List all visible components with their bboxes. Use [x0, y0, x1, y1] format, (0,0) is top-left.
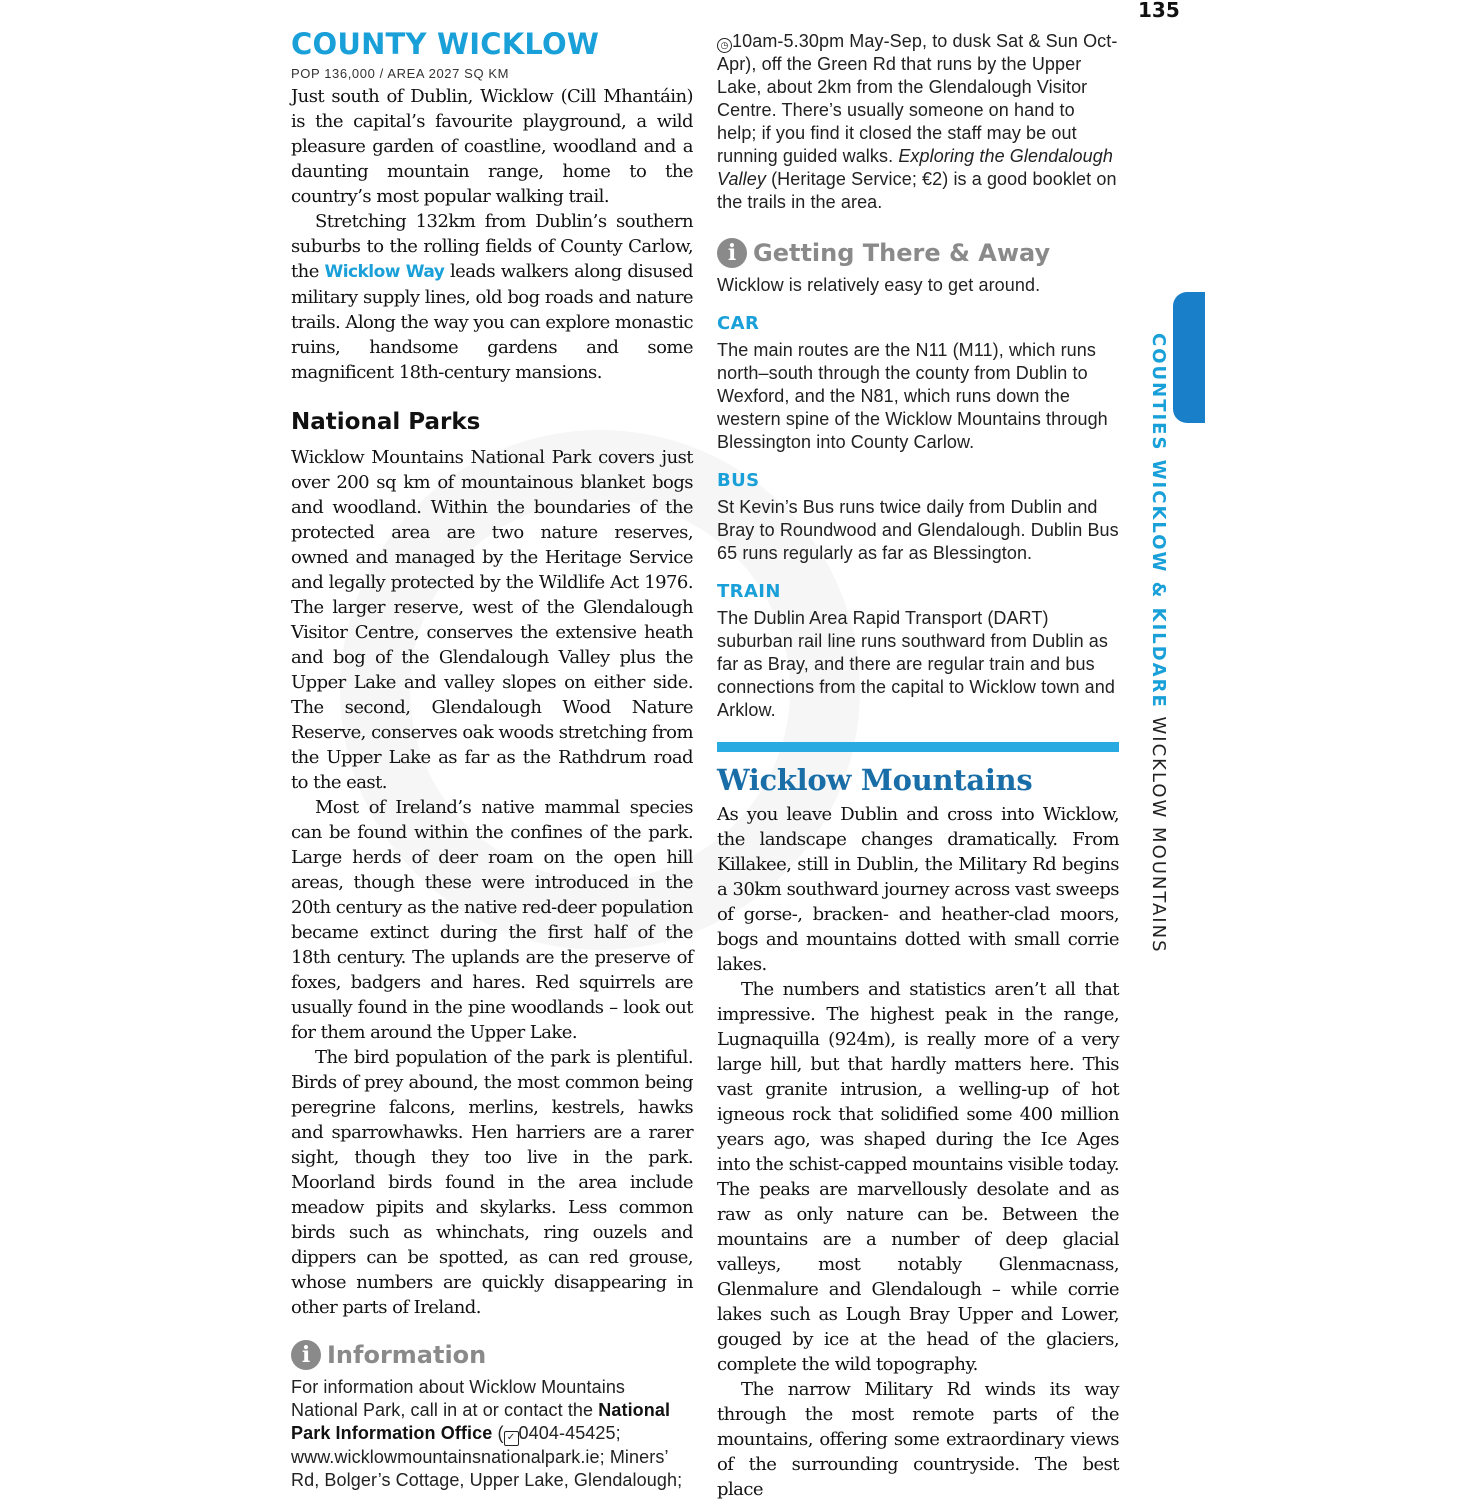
- intro-text-2: leads walkers along disused military supply lines, old bog roads and nature trails. Along the way you can explore monastic ruins, handsome gardens and some magnificent 18th-century mansions.: [291, 261, 694, 383]
- parks-paragraph-2: Most of Ireland’s native mammal species can be found within the confines of the park. Large herds of deer roam on the open hill areas, though these were introduced in the 20th century as the native red-deer population became extinct during the first half of the 18th century. The uplands are the preserve of foxes, badgers and hares. Red squirrels are usually found in the pine woodlands – look out for them around the Upper Lake.: [291, 797, 693, 1043]
- national-parks-heading: National Parks: [291, 409, 481, 435]
- information-text-continued: [717, 30, 1119, 214]
- info-contact: 0404-45425; www.wicklowmountainsnationalpark.ie; Miners’ Rd, Bolger’s Cottage, Upper Lake, Glendalough;: [291, 1423, 683, 1490]
- page-number: 135: [1138, 0, 1180, 22]
- info-icon: i: [291, 1340, 321, 1370]
- car-text: The main routes are the N11 (M11), which runs north–south through the county from Dublin to Wexford, and the N81, which runs down the western spine of the Wicklow Mountains through Blessington into County Carlow.: [717, 340, 1108, 452]
- bus-heading: BUS: [717, 470, 760, 491]
- right-column: [717, 30, 1119, 1502]
- car-heading: CAR: [717, 313, 760, 334]
- left-column: [291, 22, 693, 1492]
- phone-icon: ✓: [504, 1431, 519, 1446]
- information-text: [291, 1376, 693, 1492]
- info-icon: i: [717, 238, 747, 268]
- mountains-paragraph-3: The narrow Military Rd winds its way through the most remote parts of the mountains, offering some extraordinary views of the surrounding countryside. The best place: [717, 1379, 1119, 1500]
- information-heading: [291, 1340, 693, 1370]
- intro-paragraph: Just south of Dublin, Wicklow (Cill Mhantáin) is the capital’s favourite playground, a wild pleasure garden of coastline, woodland and a daunting mountain range, home to the country’s most popular walking trail.: [291, 86, 693, 207]
- side-section-title: WICKLOW MOUNTAINS: [1148, 716, 1169, 954]
- train-heading: TRAIN: [717, 581, 781, 602]
- parks-paragraph-3: The bird population of the park is plentiful. Birds of prey abound, the most common being peregrine falcons, merlins, kestrels, hawks and sparrowhawks. Hen harriers are a rarer sight, though they too live in the park. Moorland birds found in the area include meadow pipits and skylarks. Less common birds such as whinchats, ring ouzels and dippers can be spotted, as can red grouse, whose numbers are quickly disappearing in other parts of Ireland.: [291, 1047, 693, 1318]
- side-running-head: [1148, 333, 1169, 954]
- clock-icon: ◷: [717, 38, 732, 53]
- train-text: The Dublin Area Rapid Transport (DART) suburban rail line runs southward from Dublin as far as Bray, and there are regular train and bus connections from the capital to Wicklow town and Arklow.: [717, 608, 1115, 720]
- booklet-title: Exploring the Glendalough Valley: [717, 146, 1113, 189]
- intro-paragraph-2: [291, 209, 693, 385]
- national-park-office: National Park Information Office: [291, 1400, 671, 1443]
- chapter-tab: [1173, 292, 1205, 423]
- information-heading-label: Information: [327, 1341, 487, 1369]
- county-stats: POP 136,000 / AREA 2027 SQ KM: [291, 66, 510, 81]
- getting-there-heading: [717, 238, 1119, 268]
- county-title: COUNTY WICKLOW: [291, 27, 600, 61]
- section-divider-bar: [717, 742, 1119, 752]
- wicklow-way-link[interactable]: Wicklow Way: [324, 262, 445, 282]
- intro-text: Stretching 132km from Dublin’s southern suburbs to the rolling fields of County Carlow, the: [291, 211, 693, 282]
- bus-text: St Kevin’s Bus runs twice daily from Dublin and Bray to Roundwood and Glendalough. Dublin Bus 65 runs regularly as far as Blessington.: [717, 497, 1119, 563]
- side-chapter-title: COUNTIES WICKLOW & KILDARE: [1148, 333, 1169, 709]
- mountains-paragraph-2: The numbers and statistics aren’t all that impressive. The highest peak in the range, Lugnaquilla (924m), is really more of a very large hill, but that hardly matters here. This vast granite intrusion, a welling-up of hot igneous rock that solidified some 400 million years ago, was shaped during the Ice Ages into the schist-capped mountains visible today. The peaks are marvellously desolate and as raw as only nature can be. Between the mountains are a number of deep glacial valleys, most notably Glenmacnass, Glenmalure and Glendalough – while corrie lakes such as Lough Bray Upper and Lower, gouged by ice at the head of the glaciers, complete the wild topography.: [717, 979, 1119, 1375]
- parks-paragraph: Wicklow Mountains National Park covers just over 200 sq km of mountainous blanket bogs and woodland. Within the boundaries of the protected area are two nature reserves, owned and managed by the Heritage Service and legally protected by the Wildlife Act 1976. The larger reserve, west of the Glendalough Visitor Centre, conserves the extensive heath and bog of the Glendalough Valley plus the Upper Lake and valley slopes on either side. The second, Glendalough Wood Nature Reserve, conserves oak woods stretching from the Upper Lake as far as the Rathdrum road to the east.: [291, 447, 693, 793]
- info-hours: 10am-5.30pm May-Sep, to dusk Sat & Sun Oct-Apr), off the Green Rd that runs by the Upper Lake, about 2km from the Glendalough Visitor Centre. There’s usually someone on hand to help; if you find it closed the staff may be out running guided walks.: [717, 31, 1118, 166]
- getting-there-intro: Wicklow is relatively easy to get around.: [717, 275, 1041, 295]
- mountains-paragraph: As you leave Dublin and cross into Wicklow, the landscape changes dramatically. From Killakee, still in Dublin, the Military Rd begins a 30km southward journey across vast sweeps of gorse-, bracken- and heather-clad moors, bogs and mountains dotted with small corrie lakes.: [717, 804, 1119, 975]
- wicklow-mountains-title: Wicklow Mountains: [717, 763, 1033, 797]
- getting-there-heading-label: Getting There & Away: [753, 239, 1051, 267]
- info-text: For information about Wicklow Mountains National Park, call in at or contact the: [291, 1377, 626, 1420]
- info-text-after: (Heritage Service; €2) is a good booklet on the trails in the area.: [717, 169, 1117, 212]
- info-paren: (: [492, 1423, 504, 1443]
